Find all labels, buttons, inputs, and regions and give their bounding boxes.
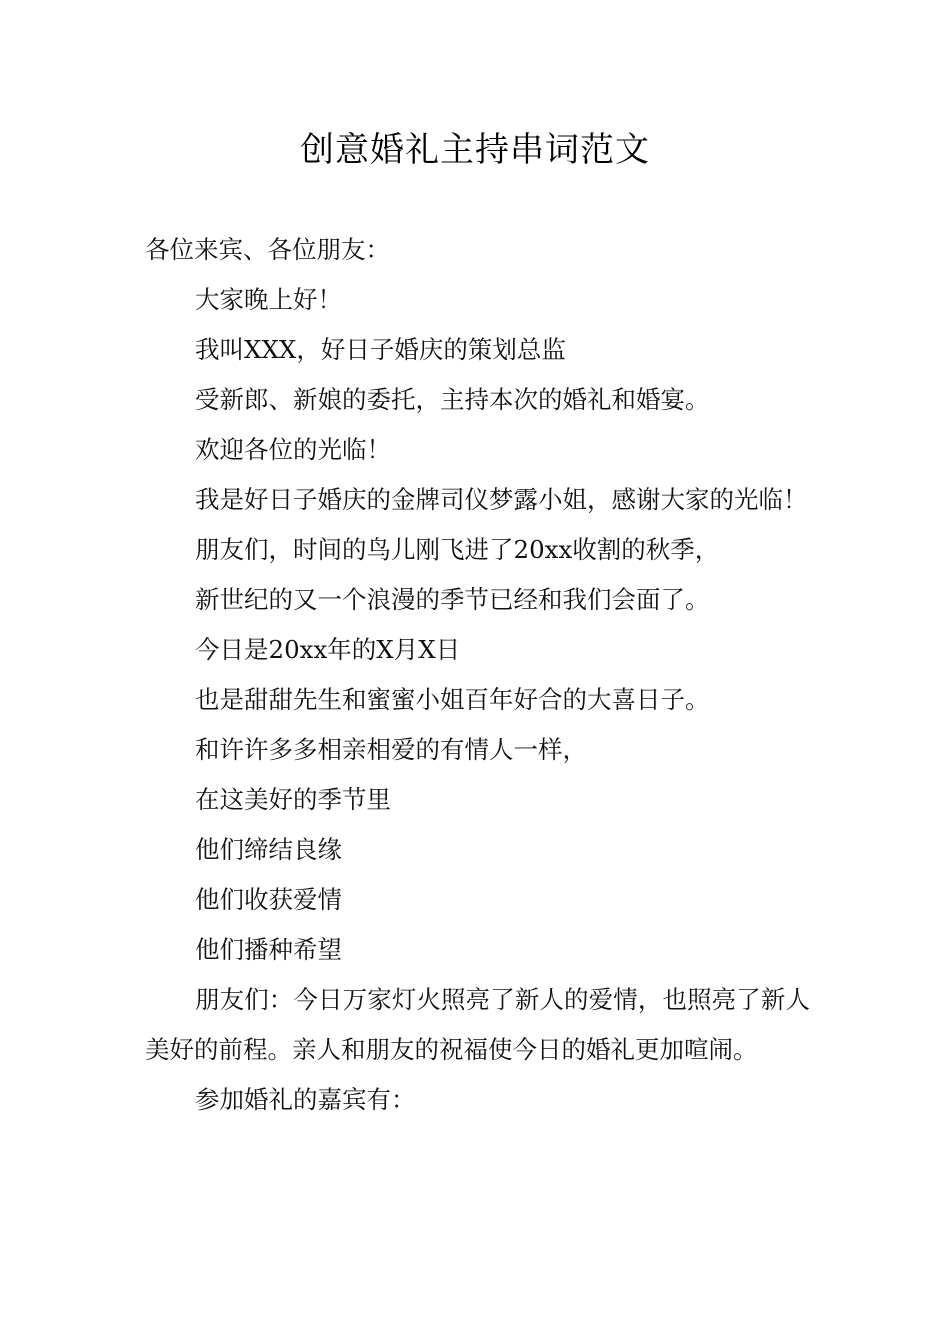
paragraph: 我是好日子婚庆的金牌司仪梦露小姐，感谢大家的光临！	[195, 485, 808, 514]
paragraph: 大家晚上好！	[195, 285, 342, 314]
paragraph: 朋友们：今日万家灯火照亮了新人的爱情，也照亮了新人美好的前程。亲人和朋友的祝福使今日的婚礼更加喧闹。	[145, 985, 810, 1064]
paragraph: 参加婚礼的嘉宾有：	[195, 1085, 416, 1114]
paragraph: 今日是20xx年的X月X日	[195, 635, 461, 664]
paragraph: 他们播种希望	[195, 935, 342, 964]
paragraph: 在这美好的季节里	[195, 785, 391, 814]
paragraph: 也是甜甜先生和蜜蜜小姐百年好合的大喜日子。	[195, 685, 710, 714]
paragraph: 和许许多多相亲相爱的有情人一样，	[195, 735, 587, 764]
paragraph-greeting: 各位来宾、各位朋友：	[145, 235, 390, 264]
paragraph: 我叫XXX，好日子婚庆的策划总监	[195, 335, 566, 364]
document-title: 创意婚礼主持串词范文	[300, 130, 650, 170]
document-body	[145, 225, 810, 1125]
paragraph: 朋友们，时间的鸟儿刚飞进了20xx收割的秋季，	[195, 535, 720, 564]
paragraph: 他们收获爱情	[195, 885, 342, 914]
paragraph: 受新郎、新娘的委托，主持本次的婚礼和婚宴。	[195, 385, 710, 414]
paragraph: 新世纪的又一个浪漫的季节已经和我们会面了。	[195, 585, 710, 614]
paragraph: 欢迎各位的光临！	[195, 435, 391, 464]
paragraph: 他们缔结良缘	[195, 835, 342, 864]
